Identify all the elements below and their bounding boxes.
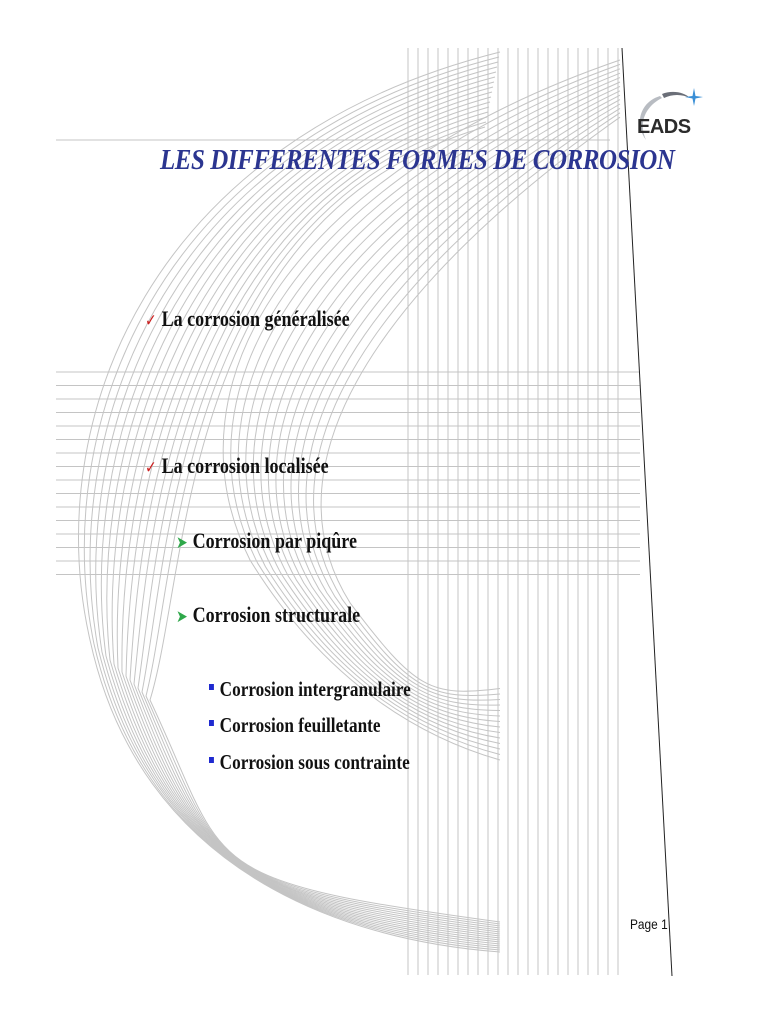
list-item bbox=[145, 306, 350, 332]
list-item bbox=[176, 602, 360, 628]
list-item bbox=[209, 677, 411, 702]
list-item-label: Corrosion intergranulaire bbox=[219, 677, 411, 701]
square-bullet-icon bbox=[209, 757, 214, 763]
check-mark-icon: ✓ bbox=[145, 311, 157, 331]
page-title: LES DIFFERENTES FORMES DE CORROSION bbox=[160, 144, 675, 176]
list-item bbox=[176, 528, 357, 554]
list-item-label: La corrosion localisée bbox=[161, 453, 329, 478]
square-bullet-icon bbox=[209, 684, 214, 690]
chevron-right-icon: ➤ bbox=[176, 607, 188, 627]
background-curve bbox=[146, 122, 500, 924]
list-item-label: Corrosion par piqûre bbox=[192, 528, 358, 553]
list-item-label: Corrosion structurale bbox=[192, 602, 361, 627]
square-bullet-icon bbox=[209, 720, 214, 726]
list-item bbox=[209, 750, 410, 775]
background-curve bbox=[107, 77, 500, 942]
background-curve bbox=[101, 72, 500, 944]
list-item bbox=[145, 453, 329, 479]
list-item-label: Corrosion feuilletante bbox=[219, 713, 381, 737]
chevron-right-icon: ➤ bbox=[176, 533, 188, 553]
background-curve bbox=[90, 62, 500, 948]
list-item-label: La corrosion généralisée bbox=[161, 306, 350, 331]
background-curve bbox=[321, 117, 620, 691]
check-mark-icon: ✓ bbox=[145, 458, 157, 478]
list-item-label: Corrosion sous contrainte bbox=[219, 750, 410, 774]
page-edge-line bbox=[622, 48, 672, 976]
list-item bbox=[209, 713, 381, 738]
background-curve bbox=[130, 102, 500, 932]
logo-text: EADS bbox=[637, 116, 691, 138]
page-number: Page 1 bbox=[630, 916, 668, 932]
